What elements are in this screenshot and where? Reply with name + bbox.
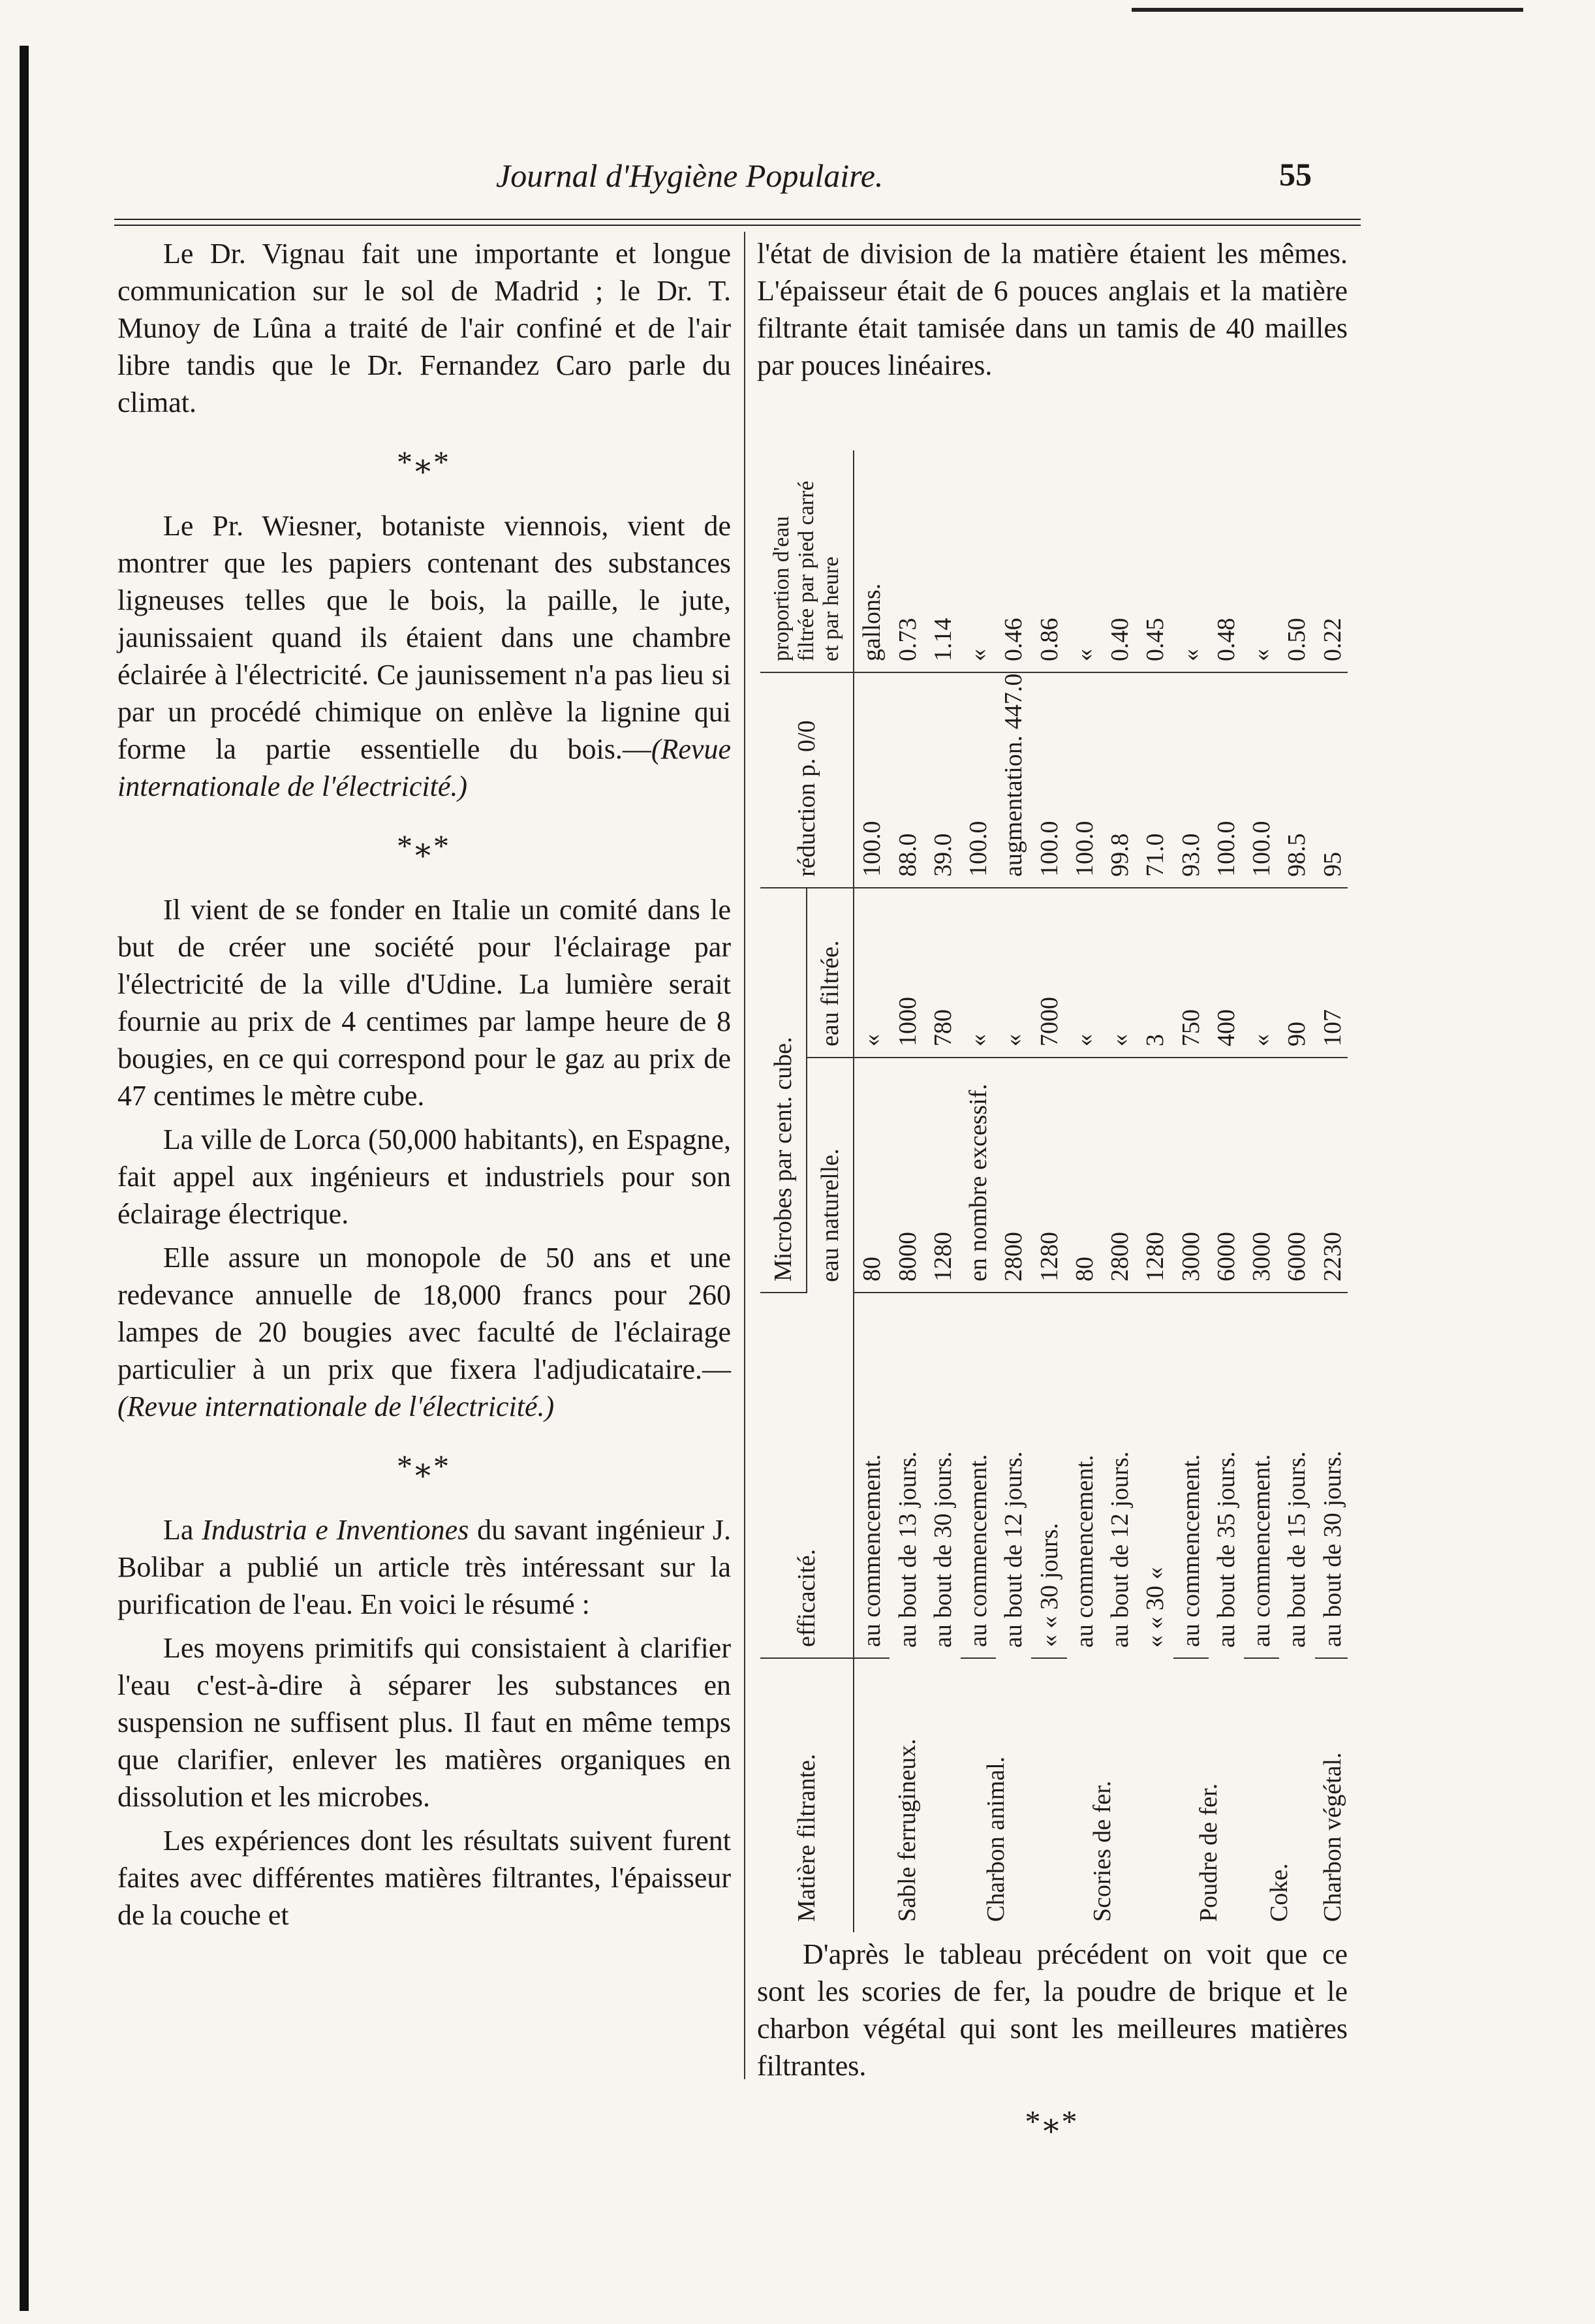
table-row [1315, 450, 1348, 1932]
cell-material: Charbon animal. [982, 1756, 1010, 1922]
journal-title: Industria e Inventiones [202, 1514, 469, 1546]
top-rule [1132, 8, 1523, 12]
cell-efficacy: au commencement. [1070, 1454, 1098, 1648]
cell-proportion: 0.22 [1315, 450, 1348, 672]
cell-filtered: 7000 [1031, 888, 1066, 1058]
column-header-reduction: réduction p. 0/0 [760, 672, 854, 888]
section-separator: *⁎* [1025, 2105, 1080, 2139]
cell-filtered: « [961, 888, 996, 1058]
cell-natural: 80 [1067, 1058, 1102, 1293]
cell-filtered: « [1067, 888, 1102, 1058]
left-column [117, 235, 731, 1940]
cell-filtered: 107 [1315, 888, 1348, 1058]
cell-efficacy: au bout de 30 jours. [1315, 1293, 1348, 1658]
cell-proportion: gallons. [854, 450, 890, 672]
paragraph: La ville de Lorca (50,000 habitants), en Espagne, fait appel aux ingénieurs et industriels pour son éclairage électrique. [117, 1123, 731, 1230]
cell-reduction: 98.5 [1279, 672, 1314, 888]
filtration-table [760, 450, 1348, 1932]
book-spine-edge [20, 46, 29, 2311]
header-double-rule [114, 219, 1361, 226]
paragraph: D'après le tableau précédent on voit que ce sont les scories de fer, la poudre de brique et le charbon végétal qui sont les meilleures matières filtrantes. [757, 1938, 1348, 2082]
cell-natural: 1280 [1138, 1058, 1173, 1293]
column-header-proportion: proportion d'eau filtrée par pied carré et par heure [760, 450, 854, 672]
paragraph: Les moyens primitifs qui consistaient à clarifier l'eau c'est-à-dire à séparer les substances en suspension ne suffisent plus. Il faut en même temps que clarifier, enlever les matières organiques en dissolution et les microbes. [117, 1632, 731, 1813]
cell-proportion: 1.14 [925, 450, 961, 672]
cell-natural: 2230 [1315, 1058, 1348, 1293]
source-citation: (Revue internationale de l'électricité.) [117, 1390, 555, 1422]
paragraph-text: du savant ingénieur J. Bolibar a publié un article très intéressant sur la purification de l'eau. En voici le résumé : [117, 1514, 731, 1620]
paragraph: Le Dr. Vignau fait une importante et longue communication sur le sol de Madrid ; le Dr. T. Munoy de Lûna a traité de l'air confiné et de l'air libre tandis que le Dr. Fernandez Caro parle du climat. [117, 238, 731, 418]
cell-filtered: 90 [1279, 888, 1314, 1058]
cell-material: Coke. [1265, 1863, 1293, 1922]
cell-natural: 8000 [890, 1058, 925, 1293]
cell-material: Charbon végétal. [1318, 1752, 1346, 1922]
cell-natural: 6000 [1279, 1058, 1314, 1293]
cell-reduction: 100.0 [1244, 672, 1279, 888]
cell-efficacy: au bout de 13 jours. [893, 1451, 921, 1648]
cell-reduction: 100.0 [961, 672, 996, 888]
paragraph: Il vient de se fonder en Italie un comité dans le but de créer une société pour l'éclairage par l'électricité de la ville d'Udine. La lumière serait fournie au prix de 4 centimes par lampe heure de 8 bougies, en ce qui correspond pour le gaz au prix de 47 centimes le mètre cube. [117, 894, 731, 1112]
page-number: 55 [1279, 156, 1312, 193]
cell-proportion: « [961, 450, 996, 672]
cell-proportion: 0.50 [1279, 450, 1314, 672]
cell-natural: 80 [854, 1058, 890, 1293]
running-title: Journal d'Hygiène Populaire. [496, 157, 884, 194]
cell-proportion: 0.86 [1031, 450, 1066, 672]
cell-reduction: 39.0 [925, 672, 961, 888]
cell-efficacy: au bout de 12 jours. [1000, 1451, 1028, 1648]
right-column-bottom [757, 1936, 1348, 2160]
cell-filtered: 750 [1173, 888, 1209, 1058]
cell-efficacy: au commencement. [961, 1293, 996, 1658]
cell-proportion: 0.45 [1138, 450, 1173, 672]
cell-reduction: 100.0 [1067, 672, 1102, 888]
cell-filtered: 1000 [890, 888, 925, 1058]
cell-material: Poudre de fer. [1194, 1783, 1222, 1922]
cell-natural: 1280 [925, 1058, 961, 1293]
column-header-microbes: Microbes par cent. cube. [760, 888, 807, 1293]
cell-reduction: 100.0 [1209, 672, 1244, 888]
cell-efficacy: au commencement. [1173, 1293, 1209, 1658]
cell-proportion: « [1067, 450, 1102, 672]
column-header-filtered: eau filtrée. [807, 888, 854, 1058]
cell-efficacy: au bout de 15 jours. [1283, 1451, 1311, 1648]
column-divider [744, 232, 745, 2079]
cell-reduction: 99.8 [1102, 672, 1138, 888]
cell-reduction: 93.0 [1173, 672, 1209, 888]
cell-reduction: 100.0 [1031, 672, 1066, 888]
cell-reduction: 88.0 [890, 672, 925, 888]
cell-efficacy: au bout de 12 jours. [1106, 1451, 1134, 1648]
cell-efficacy: « « 30 « [1141, 1567, 1169, 1648]
cell-efficacy: au bout de 35 jours. [1212, 1451, 1240, 1648]
cell-reduction: augmentation. 447.0 [996, 672, 1031, 888]
cell-natural: 3000 [1244, 1058, 1279, 1293]
results-table [760, 450, 1348, 1932]
table-row [1173, 450, 1209, 1932]
cell-proportion: 0.46 [996, 450, 1031, 672]
cell-filtered: « [1244, 888, 1279, 1058]
paragraph [117, 507, 731, 805]
cell-natural: 1280 [1031, 1058, 1066, 1293]
cell-proportion: « [1244, 450, 1279, 672]
cell-natural: 2800 [996, 1058, 1031, 1293]
paragraph [117, 1239, 731, 1425]
cell-reduction: 71.0 [1138, 672, 1173, 888]
table-row [1031, 450, 1066, 1932]
section-separator: *⁎* [397, 1449, 452, 1484]
paragraph-text: La [163, 1514, 202, 1546]
cell-filtered: « [854, 888, 890, 1058]
cell-proportion: 0.40 [1102, 450, 1138, 672]
source-citation: (Revue internationale de l'électricité.) [117, 733, 731, 802]
cell-reduction: 100.0 [854, 672, 890, 888]
cell-proportion: 0.48 [1209, 450, 1244, 672]
cell-reduction: 95 [1315, 672, 1348, 888]
cell-natural: 3000 [1173, 1058, 1209, 1293]
filtration-table-rotated [760, 450, 1348, 1932]
column-header-efficacy: efficacité. [760, 1293, 854, 1658]
cell-natural: en nombre excessif. [961, 1058, 996, 1293]
cell-efficacy: au bout de 30 jours. [929, 1451, 957, 1648]
table-row [961, 450, 996, 1932]
cell-efficacy: « « 30 jours. [1031, 1293, 1066, 1658]
paragraph [117, 1511, 731, 1623]
cell-proportion: 0.73 [890, 450, 925, 672]
cell-filtered: 3 [1138, 888, 1173, 1058]
right-column [757, 235, 1348, 390]
table-row [1244, 450, 1279, 1932]
cell-material: Sable ferrugineux. [893, 1738, 921, 1922]
cell-material: Scories de fer. [1089, 1780, 1116, 1922]
cell-natural: 6000 [1209, 1058, 1244, 1293]
table-row [854, 450, 890, 1932]
cell-efficacy: au commencement. [854, 1293, 890, 1658]
cell-proportion: « [1173, 450, 1209, 672]
column-header-material: Matière filtrante. [760, 1658, 854, 1932]
table-body [854, 450, 1348, 1932]
cell-natural: 2800 [1102, 1058, 1138, 1293]
cell-filtered: 400 [1209, 888, 1244, 1058]
paragraph-text: Le Pr. Wiesner, botaniste viennois, vient de montrer que les papiers contenant des substances ligneuses telles que le bois, la paille, le jute, jaunissaient quand ils étaient dans une chambre éclairée à l'électricité. Ce jaunissement n'a pas lieu si par un procédé chimique on enlève la lignine qui forme la partie essentielle du bois.— [117, 510, 731, 765]
cell-filtered: « [996, 888, 1031, 1058]
cell-filtered: « [1102, 888, 1138, 1058]
cell-filtered: 780 [925, 888, 961, 1058]
paragraph-text: Elle assure un monopole de 50 ans et une redevance annuelle de 18,000 francs pour 260 lampes de 20 bougies avec faculté de l'éclairage particulier à un prix que fixera l'adjudicataire.— [117, 1242, 731, 1385]
paragraph: l'état de division de la matière étaient les mêmes. L'épaisseur était de 6 pouces anglais et la matière filtrante était tamisée dans un tamis de 40 mailles par pouces linéaires. [757, 238, 1348, 381]
section-separator: *⁎* [397, 829, 452, 864]
cell-efficacy: au commencement. [1244, 1293, 1279, 1658]
column-header-natural: eau naturelle. [807, 1058, 854, 1293]
paragraph: Les expériences dont les résultats suivent furent faites avec différentes matières filtrantes, l'épaisseur de la couche et [117, 1825, 731, 1931]
section-separator: *⁎* [397, 445, 452, 480]
